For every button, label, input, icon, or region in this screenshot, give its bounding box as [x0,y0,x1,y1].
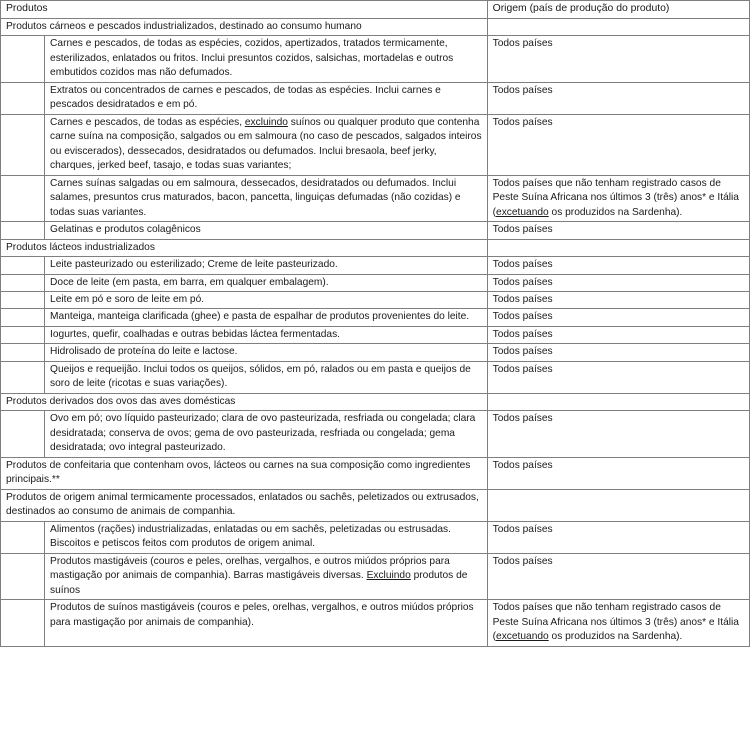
cell-origin [487,393,749,410]
section-title: Produtos derivados dos ovos das aves domésticas [1,393,488,410]
cell-origin: Todos países [487,521,749,553]
cell-origin: Todos países [487,411,749,457]
table-row [1,361,750,393]
cell-indent [1,222,45,239]
table-row [1,36,750,82]
table-row [1,274,750,291]
cell-origin: Todos países [487,326,749,343]
cell-origin [487,489,749,521]
cell-indent [1,82,45,114]
table-row [1,521,750,553]
cell-indent [1,600,45,646]
cell-origin: Todos países [487,309,749,326]
cell-product: Hidrolisado de proteína do leite e lactose. [45,344,488,361]
cell-product: Alimentos (rações) industrializadas, enlatadas ou em sachês, peletizadas ou estrusadas. Biscoitos e petiscos feitos com produtos de origem animal. [45,521,488,553]
cell-indent [1,553,45,599]
table-row [1,309,750,326]
table-row [1,175,750,221]
table-row [1,222,750,239]
cell-indent [1,274,45,291]
cell-origin [487,18,749,35]
table-row [1,344,750,361]
table-body [1,18,750,646]
cell-indent [1,114,45,175]
origin-underlined-term: excetuando [496,206,549,218]
cell-product: Manteiga, manteiga clarificada (ghee) e pasta de espalhar de produtos provenientes do leite. [45,309,488,326]
section-title: Produtos lácteos industrializados [1,239,488,256]
cell-product: Carnes suínas salgadas ou em salmoura, dessecados, desidratados ou defumados. Inclui salames, presuntos crus maturados, bacon, pancetta, linguiças defumadas (não cozidas) e todas suas variantes. [45,175,488,221]
cell-product: Gelatinas e produtos colagênicos [45,222,488,239]
cell-indent [1,326,45,343]
cell-indent [1,292,45,309]
table-row [1,600,750,646]
cell-product: Leite em pó e soro de leite em pó. [45,292,488,309]
cell-indent [1,411,45,457]
cell-product: Carnes e pescados, de todas as espécies, excluindo suínos ou qualquer produto que contenha carne suína na composição, salgados ou em salmoura (no caso de pescados, salgados inteiros ou eviscerados), dessecados, desidratados ou defumados. Inclui bresaola, beef jerky, charques, jerked beef, tasajo, e todas suas variantes; [45,114,488,175]
cell-product: Carnes e pescados, de todas as espécies, cozidos, apertizados, tratados termicamente, esterilizados, enlatados ou fritos. Inclui presuntos cozidos, salsichas, mortadelas e outros embutidos cozidos mas não defumados. [45,36,488,82]
header-row [1,1,750,19]
header-origin: Origem (país de produção do produto) [487,1,749,19]
cell-origin: Todos países [487,553,749,599]
table-row [1,326,750,343]
cell-product: Extratos ou concentrados de carnes e pescados, de todas as espécies. Inclui carnes e pescados desidratados e em pó. [45,82,488,114]
cell-indent [1,257,45,274]
cell-origin [487,239,749,256]
cell-indent [1,175,45,221]
section-header-row [1,18,750,35]
table-row [1,553,750,599]
section-header-row [1,239,750,256]
cell-product: Leite pasteurizado ou esterilizado; Creme de leite pasteurizado. [45,257,488,274]
cell-product: Queijos e requeijão. Inclui todos os queijos, sólidos, em pó, ralados ou em pasta e queijos de soro de leite (ricotas e suas variações). [45,361,488,393]
cell-indent [1,344,45,361]
cell-indent [1,521,45,553]
cell-origin: Todos países [487,222,749,239]
cell-origin: Todos países [487,82,749,114]
section-header-row [1,489,750,521]
cell-origin: Todos países [487,361,749,393]
table-row [1,292,750,309]
table-row [1,82,750,114]
cell-origin: Todos países [487,457,749,489]
product-underlined-term: Excluindo [366,570,411,582]
section-title: Produtos de origem animal termicamente processados, enlatados ou sachês, peletizados ou extrusados, destinados ao consumo de animais de companhia. [1,489,488,521]
section-title: Produtos de confeitaria que contenham ovos, lácteos ou carnes na sua composição como ingredientes principais.** [1,457,488,489]
section-title: Produtos cárneos e pescados industrializados, destinado ao consumo humano [1,18,488,35]
section-header-row [1,393,750,410]
cell-origin: Todos países que não tenham registrado casos de Peste Suína Africana nos últimos 3 (três) anos* e Itália (excetuando os produzidos na Sardenha). [487,600,749,646]
cell-origin: Todos países [487,36,749,82]
cell-origin: Todos países [487,257,749,274]
cell-origin: Todos países [487,114,749,175]
table-row [1,114,750,175]
section-header-row [1,457,750,489]
cell-origin: Todos países [487,344,749,361]
cell-indent [1,36,45,82]
cell-product: Doce de leite (em pasta, em barra, em qualquer embalagem). [45,274,488,291]
cell-product: Produtos mastigáveis (couros e peles, orelhas, vergalhos, e outros miúdos próprios para mastigação por animais de companhia). Barras mastigáveis diversas. Excluindo produtos de suínos [45,553,488,599]
table-row [1,411,750,457]
table-header [1,1,750,19]
cell-origin: Todos países [487,274,749,291]
cell-indent [1,309,45,326]
header-products: Produtos [1,1,488,19]
cell-indent [1,361,45,393]
cell-product: Ovo em pó; ovo líquido pasteurizado; clara de ovo pasteurizada, resfriada ou congelada; clara desidratada; conserva de ovos; gema de ovo pasteurizada, resfriada ou congelada; gema desidratada; ovo integral pasteurizado. [45,411,488,457]
cell-product: Iogurtes, quefir, coalhadas e outras bebidas láctea fermentadas. [45,326,488,343]
product-underlined-term: excluindo [244,116,288,128]
table-row [1,257,750,274]
cell-origin: Todos países que não tenham registrado casos de Peste Suína Africana nos últimos 3 (três) anos* e Itália (excetuando os produzidos na Sardenha). [487,175,749,221]
cell-origin: Todos países [487,292,749,309]
origin-underlined-term: excetuando [496,631,549,643]
cell-product: Produtos de suínos mastigáveis (couros e peles, orelhas, vergalhos, e outros miúdos próprios para mastigação por animais de companhia). [45,600,488,646]
